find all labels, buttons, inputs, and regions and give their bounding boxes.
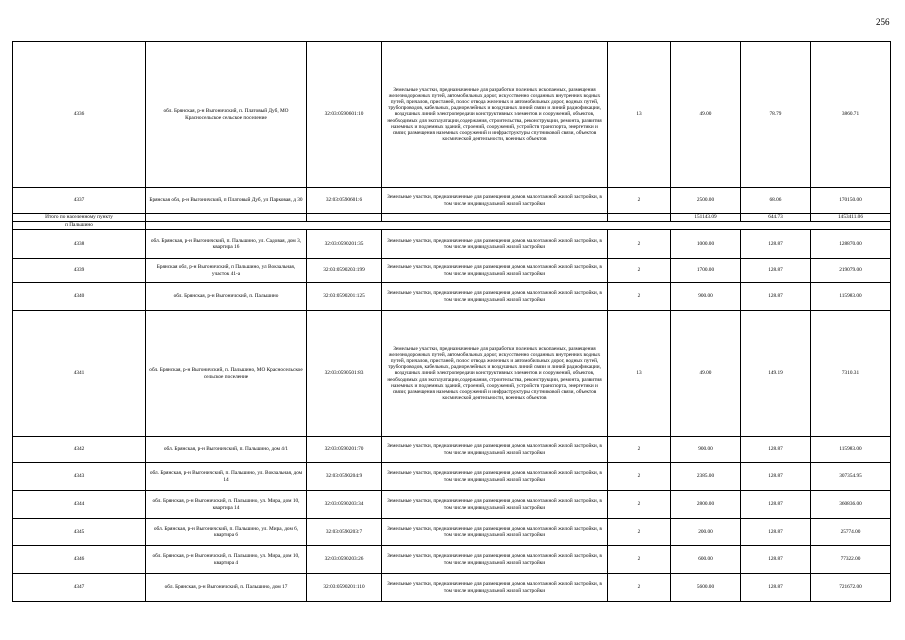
- cadastral-number: 32:03:0590203:199: [307, 259, 382, 283]
- row-number: 4340: [13, 283, 146, 311]
- cadastral-number: 32:03:0590201:70: [307, 437, 382, 463]
- group-code: 2: [608, 546, 671, 574]
- area-value: 900.00: [671, 283, 741, 311]
- cadastral-number: 32:03:0590201:35: [307, 230, 382, 259]
- summary-row: [13, 214, 891, 222]
- table-row: [13, 42, 891, 188]
- table-row: [13, 463, 891, 491]
- address-cell: Брянская обл, р-н Выгоничский, п Пальшино, ул Вокзальная, участок 41-а: [146, 259, 307, 283]
- area-value: 2800.00: [671, 491, 741, 519]
- summary-area: 151143.09: [671, 214, 741, 222]
- permitted-use: Земельные участки, предназначенные для разработки полезных ископаемых, размещения железнодорожных путей, автомобильных дорог, искусственно созданных внутренних водных путей, причалов, пристаней, полос отвода железных и автомобильных дорог, водных путей, трубопроводов, кабельных, радиорелейных и воздушных линий связи и линий радиофикации, воздушных линий электропередачи конструктивных элементов и сооружений, объектов, необходимых для эксплуатации,содержания, строительства, реконструкции, ремонта, развития наземных и подземных зданий, строений, сооружений, устройств транспорта, энергетики и связи; размещения наземных сооружений и инфраструктуры спутниковой связи, объектов космической деятельности, военных объектов: [382, 42, 608, 188]
- row-number: 4337: [13, 188, 146, 214]
- group-code: 2: [608, 574, 671, 602]
- area-value: 1700.00: [671, 259, 741, 283]
- cadastral-number: 32:03:0590501:83: [307, 311, 382, 437]
- address-cell: обл. Брянская, р-н Выгоничский, п. Пальшино, дом 17: [146, 574, 307, 602]
- cadastral-value: 7310.31: [811, 311, 891, 437]
- row-number: 4341: [13, 311, 146, 437]
- summary-label: Итого по населенному пункту: [13, 214, 146, 222]
- cadastral-value: 170150.00: [811, 188, 891, 214]
- rate-value: 68.06: [741, 188, 811, 214]
- cadastral-value: 219079.00: [811, 259, 891, 283]
- address-cell: обл. Брянская, р-н Выгоничский, п. Пальшино, МО Красносельское сельское поселение: [146, 311, 307, 437]
- cadastral-value: 307354.95: [811, 463, 891, 491]
- row-number: 4342: [13, 437, 146, 463]
- page-number: 256: [876, 17, 890, 27]
- group-code: 2: [608, 519, 671, 546]
- summary-empty-cell: [608, 214, 671, 222]
- permitted-use: Земельные участки, предназначенные для размещения домов малоэтажной жилой застройки, в том числе индивидуальной жилой застройки: [382, 437, 608, 463]
- area-value: 49.00: [671, 311, 741, 437]
- group-code: 2: [608, 437, 671, 463]
- table-row: [13, 188, 891, 214]
- cadastral-value: 721672.00: [811, 574, 891, 602]
- table-row: [13, 230, 891, 259]
- cadastral-number: 32:03:0590203:26: [307, 546, 382, 574]
- area-value: 1000.00: [671, 230, 741, 259]
- area-value: 2500.00: [671, 188, 741, 214]
- row-number: 4339: [13, 259, 146, 283]
- area-value: 5600.00: [671, 574, 741, 602]
- cadastral-number: 32:03:0590201:125: [307, 283, 382, 311]
- group-code: 2: [608, 230, 671, 259]
- permitted-use: Земельные участки, предназначенные для размещения домов малоэтажной жилой застройки, в том числе индивидуальной жилой застройки: [382, 188, 608, 214]
- address-cell: обл. Брянская, р-н Выгоничский, п. Пальшино, ул. Садовая, дом 3, квартира 16: [146, 230, 307, 259]
- permitted-use: Земельные участки, предназначенные для размещения домов малоэтажной жилой застройки, в том числе индивидуальной жилой застройки: [382, 259, 608, 283]
- rate-value: 128.87: [741, 230, 811, 259]
- permitted-use: Земельные участки, предназначенные для размещения домов малоэтажной жилой застройки, в том числе индивидуальной жилой застройки: [382, 283, 608, 311]
- rate-value: 128.87: [741, 491, 811, 519]
- locality-label: п Пальшино: [13, 222, 146, 230]
- row-number: 4338: [13, 230, 146, 259]
- group-code: 2: [608, 188, 671, 214]
- cadastral-number: 32:03:0590204:9: [307, 463, 382, 491]
- cadastral-value: 3860.71: [811, 42, 891, 188]
- rate-value: 128.87: [741, 283, 811, 311]
- cadastral-value: 115983.00: [811, 283, 891, 311]
- cadastral-number: 32:03:0590203:7: [307, 519, 382, 546]
- address-cell: обл. Брянская, р-н Выгоничский, п. Пальшино, ул. Мира, дом 6, квартира 6: [146, 519, 307, 546]
- cadastral-number: 32:03:0590601:6: [307, 188, 382, 214]
- address-cell: обл. Брянская, р-н Выгоничский, п. Пальшино, дом 4/1: [146, 437, 307, 463]
- permitted-use: Земельные участки, предназначенные для размещения домов малоэтажной жилой застройки, в том числе индивидуальной жилой застройки: [382, 546, 608, 574]
- row-number: 4346: [13, 546, 146, 574]
- summary-section: [13, 214, 891, 230]
- address-cell: обл. Брянская, р-н Выгоничский, п. Пальшино: [146, 283, 307, 311]
- table-row: [13, 259, 891, 283]
- area-value: 900.00: [671, 437, 741, 463]
- cadastral-value: 128870.00: [811, 230, 891, 259]
- table-row: [13, 437, 891, 463]
- cadastral-value: 360836.00: [811, 491, 891, 519]
- row-number: 4347: [13, 574, 146, 602]
- cadastral-number: 32:03:0590601:10: [307, 42, 382, 188]
- permitted-use: Земельные участки, предназначенные для размещения домов малоэтажной жилой застройки, в том числе индивидуальной жилой застройки: [382, 574, 608, 602]
- address-cell: Брянская обл, р-н Выгоничский, п Платовый Дуб, ул Парковая, д 30: [146, 188, 307, 214]
- table-row: [13, 311, 891, 437]
- row-number: 4336: [13, 42, 146, 188]
- table-row: [13, 283, 891, 311]
- area-value: 600.00: [671, 546, 741, 574]
- summary-rate: 644.73: [741, 214, 811, 222]
- group-code: 2: [608, 463, 671, 491]
- rate-value: 149.19: [741, 311, 811, 437]
- row-number: 4344: [13, 491, 146, 519]
- area-value: 200.00: [671, 519, 741, 546]
- cadastral-number: 32:03:0590201:110: [307, 574, 382, 602]
- summary-empty-cell: [382, 214, 608, 222]
- permitted-use: Земельные участки, предназначенные для размещения домов малоэтажной жилой застройки, в том числе индивидуальной жилой застройки: [382, 491, 608, 519]
- summary-empty-cell: [146, 214, 307, 222]
- row-number: 4345: [13, 519, 146, 546]
- permitted-use: Земельные участки, предназначенные для размещения домов малоэтажной жилой застройки, в том числе индивидуальной жилой застройки: [382, 230, 608, 259]
- rate-value: 128.87: [741, 546, 811, 574]
- rate-value: 78.79: [741, 42, 811, 188]
- permitted-use: Земельные участки, предназначенные для размещения домов малоэтажной жилой застройки, в том числе индивидуальной жилой застройки: [382, 463, 608, 491]
- address-cell: обл. Брянская, р-н Выгоничский, п. Пальшино, ул. Мира, дом 10, квартира 14: [146, 491, 307, 519]
- rate-value: 128.87: [741, 463, 811, 491]
- table-body-after-summary: [13, 230, 891, 602]
- group-code: 13: [608, 42, 671, 188]
- table-row: [13, 574, 891, 602]
- summary-total: 1453411.06: [811, 214, 891, 222]
- table-row: [13, 491, 891, 519]
- permitted-use: Земельные участки, предназначенные для размещения домов малоэтажной жилой застройки, в том числе индивидуальной жилой застройки: [382, 519, 608, 546]
- group-code: 13: [608, 311, 671, 437]
- group-code: 2: [608, 283, 671, 311]
- table-body-before-summary: [13, 42, 891, 214]
- summary-empty-cell: [307, 214, 382, 222]
- table-row: [13, 519, 891, 546]
- area-value: 2385.00: [671, 463, 741, 491]
- area-value: 49.00: [671, 42, 741, 188]
- group-code: 2: [608, 259, 671, 283]
- group-code: 2: [608, 491, 671, 519]
- address-cell: обл. Брянская, р-н Выгоничский, п. Пальшино, ул. Вокзальная, дом 14: [146, 463, 307, 491]
- address-cell: обл. Брянская, р-н Выгоничский, п. Пальшино, ул. Мира, дом 10, квартира 4: [146, 546, 307, 574]
- table-row: [13, 546, 891, 574]
- cadastral-value: 77322.00: [811, 546, 891, 574]
- cadastral-value: 115983.00: [811, 437, 891, 463]
- address-cell: обл. Брянская, р-н Выгоничский, п. Платовый Дуб, МО Красносельское сельское поселение: [146, 42, 307, 188]
- rate-value: 128.87: [741, 574, 811, 602]
- cadastral-value: 25774.00: [811, 519, 891, 546]
- rate-value: 128.87: [741, 519, 811, 546]
- row-number: 4343: [13, 463, 146, 491]
- permitted-use: Земельные участки, предназначенные для разработки полезных ископаемых, размещения железнодорожных путей, автомобильных дорог, искусственно созданных внутренних водных путей, причалов, пристаней, полос отвода железных и автомобильных дорог, водных путей, трубопроводов, кабельных, радиорелейных и воздушных линий связи и линий радиофикации, воздушных линий электропередачи конструктивных элементов и сооружений, объектов, необходимых для эксплуатации,содержания, строительства, реконструкции, ремонта, развития наземных и подземных зданий, строений, сооружений, устройств транспорта, энергетики и связи; размещения наземных сооружений и инфраструктуры спутниковой связи, объектов космической деятельности, военных объектов: [382, 311, 608, 437]
- rate-value: 128.87: [741, 437, 811, 463]
- rate-value: 128.87: [741, 259, 811, 283]
- cadastral-number: 32:03:0590203:34: [307, 491, 382, 519]
- land-value-table: [12, 41, 891, 602]
- locality-row: [13, 222, 891, 230]
